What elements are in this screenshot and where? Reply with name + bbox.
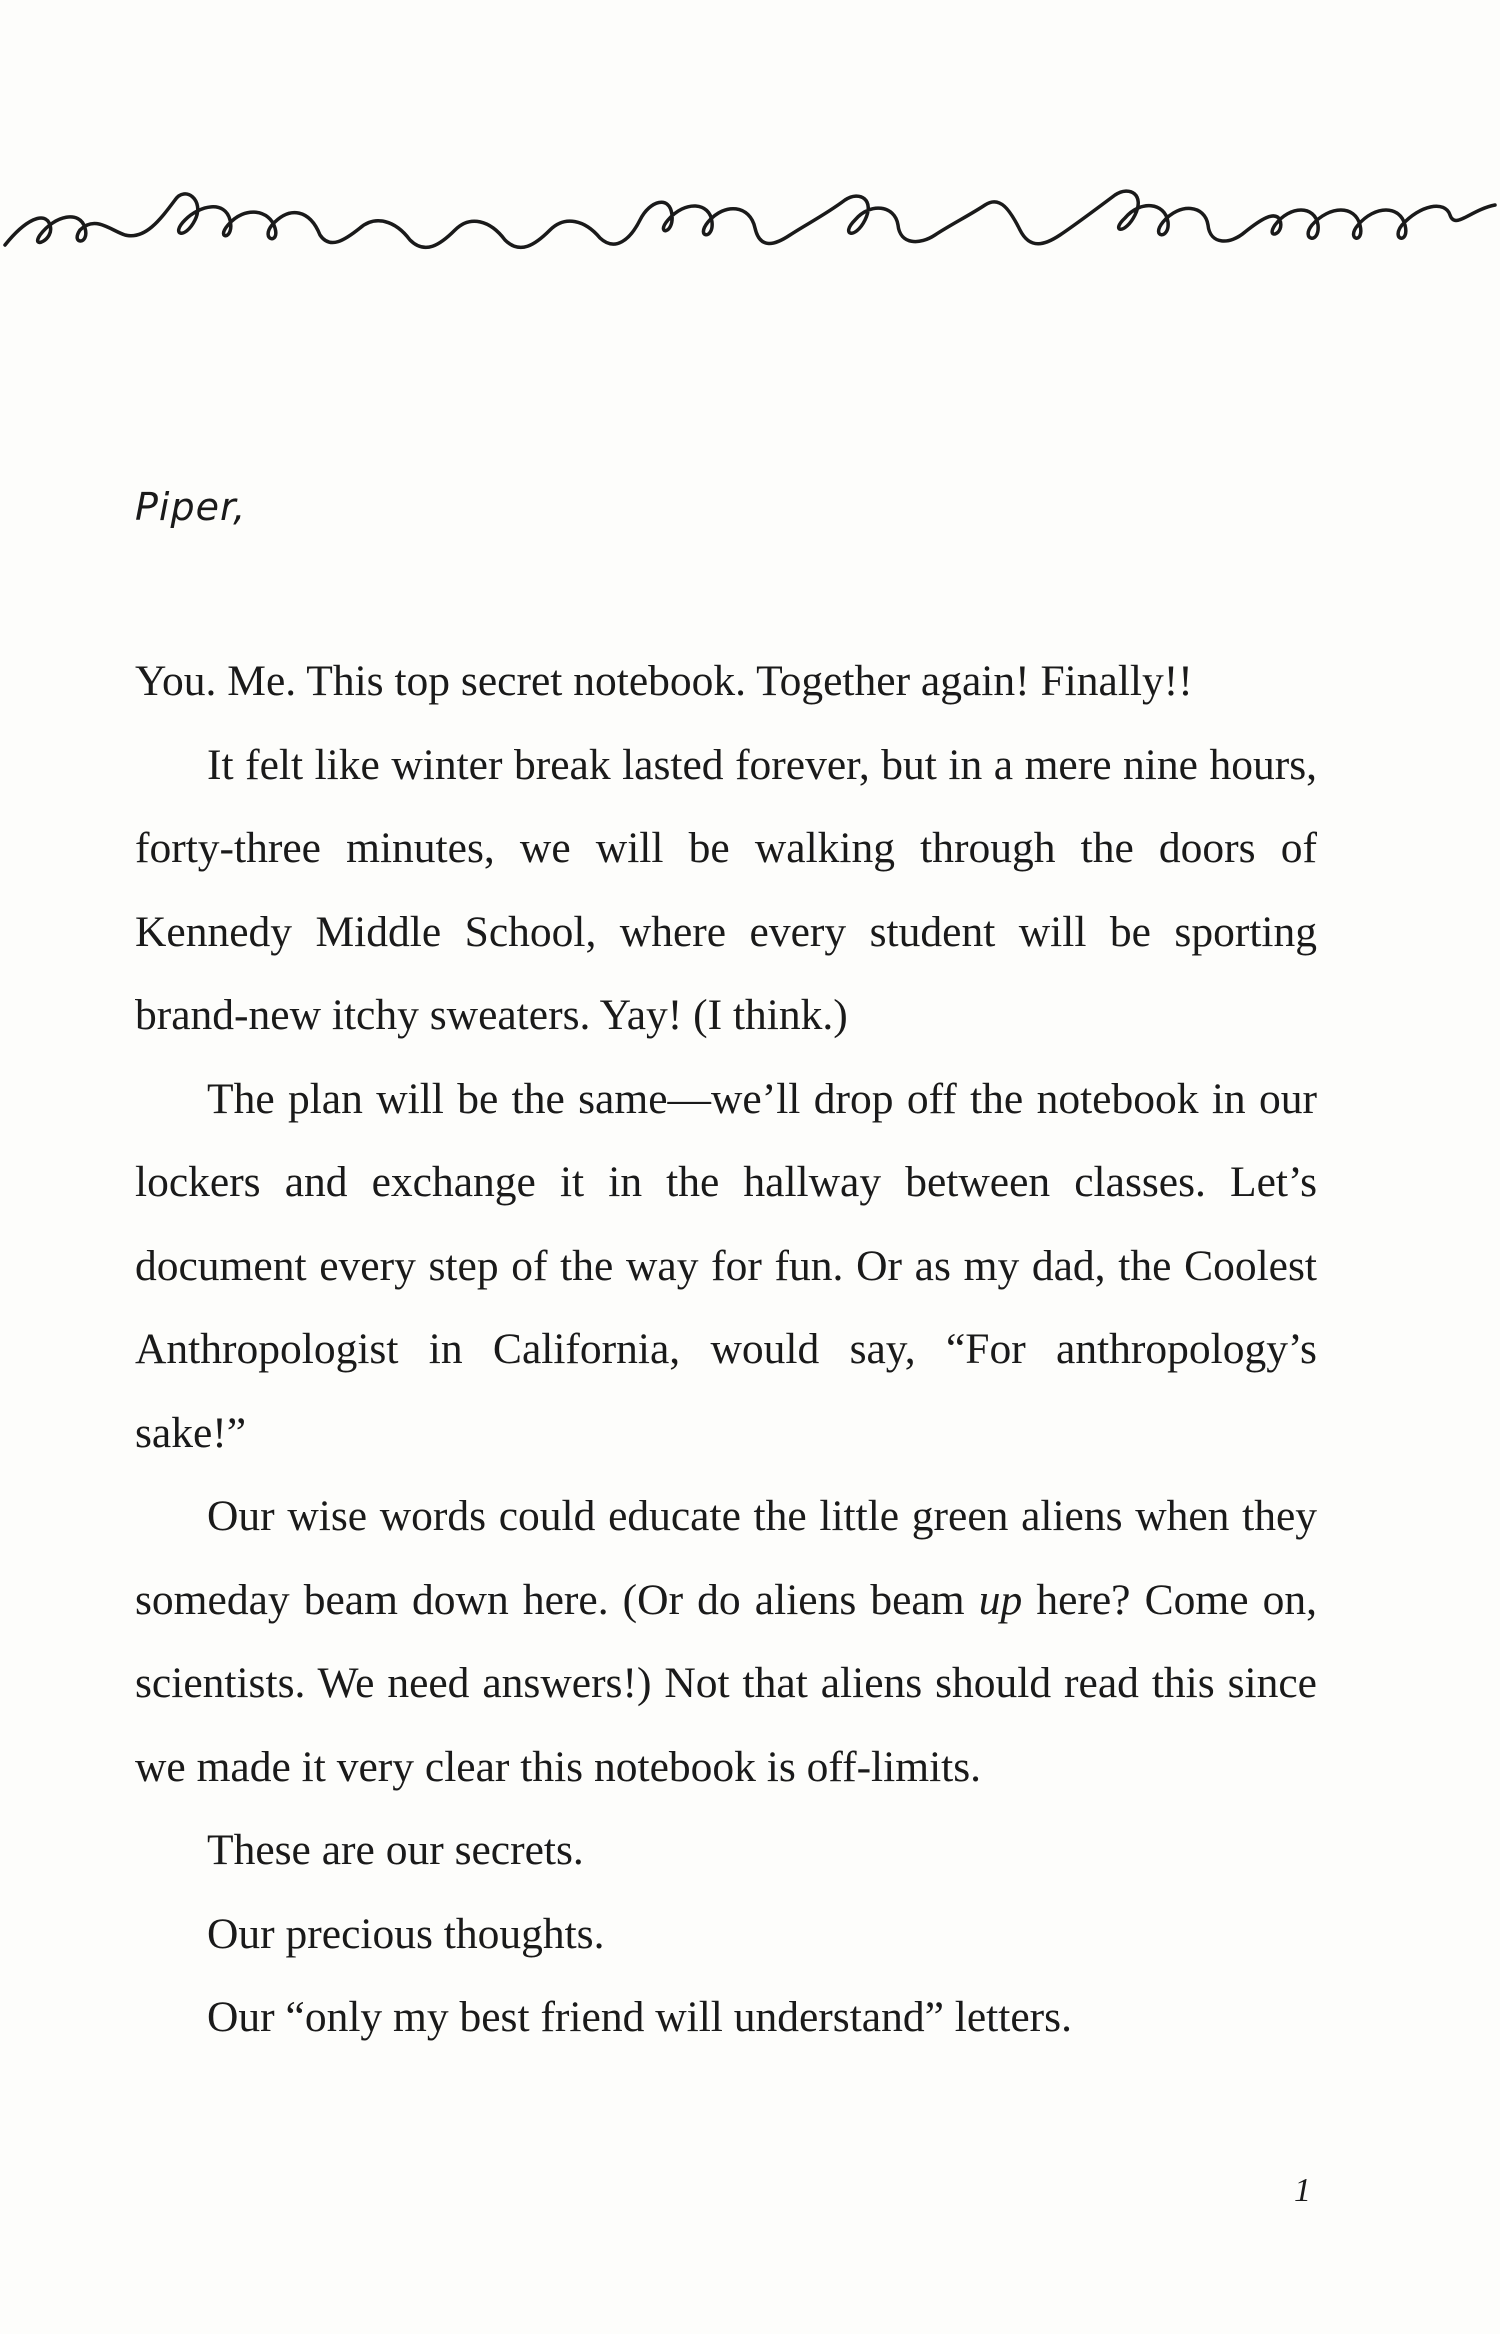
page-number: 1	[1294, 2172, 1311, 2209]
paragraph-4-italic: up	[978, 1575, 1023, 1624]
paragraph-5: These are our secrets.	[207, 1826, 584, 1874]
paragraph-4-part-2: here? Come on, scientists. We need answers!) Not that aliens should read this since we made it very clear this notebook is off-limits.	[135, 1575, 1317, 1791]
paragraph-2: It felt like winter break lasted forever, but in a mere nine hours, forty-three minutes, we will be walking through the doors of Kennedy Middle School, where every student will be sporting brand-new itchy sweaters. Yay! (I think.)	[135, 740, 1317, 1039]
paragraph-3: The plan will be the same—we’ll drop off the notebook in our lockers and exchange it in the hallway between classes. Let’s document every step of the way for fun. Or as my dad, the Coolest Anthropologist in California, would say, “For anthropology’s sake!”	[135, 1074, 1317, 1457]
paragraph-4-part-1: Our wise words could educate the little green aliens when they someday beam down here. (Or do aliens beam	[135, 1492, 1317, 1624]
letter-salutation: Piper,	[135, 485, 247, 529]
paragraph-7: Our “only my best friend will understand” letters.	[207, 1993, 1072, 2041]
paragraph-4	[135, 1475, 1317, 1809]
handwritten-flourish-decoration	[0, 140, 1500, 270]
paragraph-6: Our precious thoughts.	[207, 1909, 605, 1958]
letter-body	[135, 640, 1317, 2060]
paragraph-1: You. Me. This top secret notebook. Together again! Finally!!	[135, 657, 1193, 705]
